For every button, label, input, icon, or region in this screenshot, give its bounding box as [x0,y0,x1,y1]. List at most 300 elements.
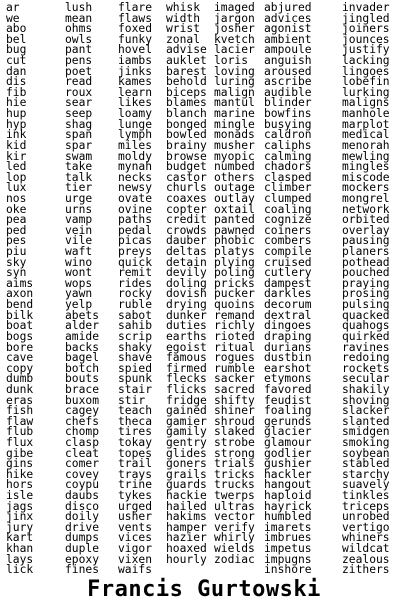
word: dumb [6,372,34,386]
word: flicks [166,382,207,396]
word: tykes [118,489,153,503]
word: rides [118,276,153,290]
word: vector [214,510,255,524]
word: sabot [118,308,153,322]
word: flub [6,425,34,439]
word: ohms [65,22,93,36]
word: whirly [214,531,255,545]
word: jags [6,499,34,513]
word: outlay [214,191,255,205]
word: musher [214,138,255,152]
word: lick [6,563,34,577]
word: lop [6,170,27,184]
word: prosing [342,287,390,301]
word: zealous [342,552,390,566]
word: scrip [118,329,153,343]
word: pea [6,213,27,227]
word: pulsing [342,298,390,312]
word: orbited [342,213,390,227]
word: dan [6,64,27,78]
word: hyp [6,117,27,131]
word: godlier [264,446,312,460]
word: calming [264,149,312,163]
word: medical [342,128,390,142]
word: lacking [342,54,390,68]
word: kart [6,531,34,545]
word: vigor [118,542,153,556]
word: hayrick [264,499,312,513]
word: drying [166,298,207,312]
word: shakily [342,382,390,396]
word: gibe [6,446,34,460]
word: anguish [264,54,312,68]
word: quacked [342,308,390,322]
word: advise [166,43,207,57]
word: ruble [118,298,153,312]
word: jury [6,520,34,534]
word: sky [6,255,27,269]
word: josher [214,22,255,36]
word: stir [118,393,146,407]
word: barest [166,64,207,78]
word: inshore [264,563,312,577]
word: hackler [264,467,312,481]
word: mingles [342,160,390,174]
word: bowled [166,128,207,142]
word-column [118,3,152,576]
word: audible [264,85,312,99]
word: joiners [342,22,390,36]
word: cognize [264,213,312,227]
word: ovine [118,202,153,216]
word: kvetch [214,32,255,46]
word: smidgen [342,425,390,439]
word: bore [6,340,34,354]
word: redoing [342,351,390,365]
word: loamy [118,107,153,121]
word: funky [118,32,153,46]
word: bonged [166,117,207,131]
word: poet [65,64,93,78]
word: grails [166,467,207,481]
word: fish [6,404,34,418]
word: menorah [342,138,390,152]
word: trays [118,467,153,481]
word: hoaxed [166,542,207,556]
word: aroused [264,64,312,78]
word: drive [65,520,100,534]
word: vamp [65,213,93,227]
word: ovate [118,191,153,205]
word: wont [65,266,93,280]
word: iambs [118,54,153,68]
word: waft [65,245,93,259]
word: impetus [264,542,312,556]
word-column [65,3,99,576]
word: coaxes [166,191,207,205]
word: jinks [118,64,153,78]
word: agonist [264,22,312,36]
word: rogues [214,351,255,365]
word: talk [65,170,93,184]
word: egoist [166,340,207,354]
word: overlay [342,223,390,237]
word: owls [65,32,93,46]
word: clumped [264,191,312,205]
word-grid [6,1,402,577]
word: ink [6,128,27,142]
word: planers [342,245,390,259]
word: vertigo [342,520,390,534]
word: rioted [214,329,255,343]
word: gamier [166,414,207,428]
word: soybean [342,446,390,460]
word: darkles [264,287,312,301]
word: browse [166,149,207,163]
word: roux [65,85,93,99]
word: oxtail [214,202,255,216]
word: fridge [166,393,207,407]
word: dunker [166,308,207,322]
word: backs [65,340,100,354]
word: jounces [342,32,390,46]
word: dovish [166,287,207,301]
word: topes [118,446,153,460]
word: mean [65,11,93,25]
word: pothead [342,255,390,269]
word: blinder [264,96,312,110]
word: span [65,128,93,142]
word: dunk [6,382,34,396]
word: dampest [264,276,312,290]
word: chefs [65,414,100,428]
word: tier [65,181,93,195]
word: others [214,170,255,184]
word: flux [6,435,34,449]
word: kames [118,75,153,89]
word: unrobed [342,510,390,524]
word: earshot [264,361,312,375]
word: myopic [214,149,255,163]
word: yelp [65,298,93,312]
word: seep [65,107,93,121]
word: tires [118,425,153,439]
word: take [65,160,93,174]
word: combers [264,234,312,248]
word: credit [166,213,207,227]
word: quoins [214,298,255,312]
word: pant [65,43,93,57]
word: sacker [214,372,255,386]
word: dumps [65,531,100,545]
word: duties [166,319,207,333]
word: remit [118,266,153,280]
word: cut [6,54,27,68]
word: mockers [342,181,390,195]
word: shave [118,351,153,365]
word: imbrues [264,531,312,545]
word: jargon [214,11,255,25]
word: trine [118,478,153,492]
word: wops [65,276,93,290]
word: deltas [166,245,207,259]
word: bouts [65,372,100,386]
word: slaked [214,425,255,439]
word: caldron [264,128,312,142]
word: led [6,160,27,174]
word: durians [264,340,312,354]
word: malign [214,85,255,99]
word: spar [65,138,93,152]
word: devily [166,266,207,280]
word: pens [65,54,93,68]
word: nos [6,191,27,205]
word: manhole [342,107,390,121]
word: coypu [65,478,100,492]
word: rocky [118,287,153,301]
word: poling [214,266,255,280]
word: humbled [264,510,312,524]
word: abjured [264,1,312,14]
word: imaged [214,1,255,14]
word: bilk [6,308,34,322]
word: stair [118,382,153,396]
word: coiners [264,223,312,237]
word: caliphs [264,138,312,152]
word: flecks [166,372,207,386]
word: duple [65,542,100,556]
word: spied [118,361,153,375]
word: urge [65,191,93,205]
word: rumble [214,361,255,375]
word: isle [6,489,34,503]
word: zonal [166,32,201,46]
word: mynah [118,160,153,174]
word: hazier [166,531,207,545]
word-column [342,3,390,576]
word: dauber [166,234,207,248]
word: gins [6,457,34,471]
word: abets [65,308,100,322]
word: dingoes [264,319,312,333]
word: clasp [65,435,100,449]
word: vile [65,234,93,248]
word: verify [214,520,255,534]
word: shag [65,117,93,131]
word: pes [6,234,27,248]
word: lux [6,181,27,195]
word: bug [6,43,27,57]
word: bagel [65,351,100,365]
word: gerunds [264,414,312,428]
word: decorum [264,298,312,312]
word: smoking [342,435,390,449]
word: vents [118,520,153,534]
word: hackie [166,489,207,503]
word: monads [214,128,255,142]
word: wildcat [342,542,390,556]
word: strong [214,446,255,460]
word: lingoes [342,64,390,78]
word: panted [214,213,255,227]
word: slacker [342,404,390,418]
word: urns [65,202,93,216]
word: foxed [118,22,153,36]
word: bel [6,32,27,46]
word: gained [166,404,207,418]
word: trucks [214,478,255,492]
word: usher [118,510,153,524]
word: castor [166,170,207,184]
word: copter [166,202,207,216]
word: copy [6,361,34,375]
word: wrist [166,22,201,36]
word: abo [6,22,27,36]
word: hangout [264,478,312,492]
word: feudist [264,393,312,407]
word: dextral [264,308,312,322]
word: tinkles [342,489,390,503]
word: imarets [264,520,312,534]
word: phobic [214,234,255,248]
word: pouched [342,266,390,280]
word: quahogs [342,319,390,333]
word: jinx [6,510,34,524]
word: piu [6,245,27,259]
word: doling [166,276,207,290]
word: chadors [264,160,312,174]
word: flare [118,1,153,14]
word: blanch [166,107,207,121]
word-column [214,3,255,565]
word: hie [6,96,27,110]
word: mantul [214,96,255,110]
word: hors [6,478,34,492]
word: preys [118,245,153,259]
word: mongrel [342,191,390,205]
word: zodiac [214,552,255,566]
word: impugns [264,552,312,566]
word: sahib [118,319,153,333]
word: bowfins [264,107,312,121]
word: pricks [214,276,255,290]
word: flaw [6,414,34,428]
word-column [166,3,207,565]
word: cleat [65,446,100,460]
word: ravines [342,340,390,354]
word: ritual [214,340,255,354]
word: sacred [214,382,255,396]
word: cutlery [264,266,312,280]
word: pawned [214,223,255,237]
word: biceps [166,85,207,99]
word: glides [166,446,207,460]
word: gamily [166,425,207,439]
word: triceps [342,499,390,513]
word: etymons [264,372,312,386]
word: pucker [214,287,255,301]
word: stabled [342,457,390,471]
word-column [264,3,312,576]
word: quirked [342,329,390,343]
word: mingle [214,117,255,131]
word: chomp [65,425,100,439]
word: ambient [264,32,312,46]
word: trail [118,457,153,471]
word: shaky [118,340,153,354]
word: haploid [264,489,312,503]
word: hamper [166,520,207,534]
word: platys [214,245,255,259]
word: trials [214,457,255,471]
word: read [65,75,93,89]
word: hike [6,467,34,481]
word: quick [118,255,153,269]
word: richly [214,319,255,333]
word: crowds [166,223,207,237]
word: ascribe [264,75,312,89]
word: dustbin [264,351,312,365]
word: ped [6,223,27,237]
word: lays [6,552,34,566]
word: wields [214,542,255,556]
word: pedal [118,223,153,237]
word: loris [214,54,249,68]
word: syn [6,266,27,280]
word: slanted [342,414,390,428]
word: fib [6,85,27,99]
word: whiners [342,531,390,545]
word: favored [264,382,312,396]
word: flaws [118,11,153,25]
word: botch [65,361,100,375]
word: kid [6,138,27,152]
word: zithers [342,563,390,577]
word: pausing [342,234,390,248]
word: theca [118,414,153,428]
word: glacier [264,425,312,439]
word: glamour [264,435,312,449]
word: cave [6,351,34,365]
word: ampoule [264,43,312,57]
word: secular [342,372,390,386]
word: aims [6,276,34,290]
word: compile [264,245,312,259]
word: brace [65,382,100,396]
word: praying [342,276,390,290]
word: cruised [264,255,312,269]
word: loving [214,64,255,78]
word: gentry [166,435,207,449]
word: suavely [342,478,390,492]
word: disco [65,499,100,513]
word: maligns [342,96,390,110]
word: miscode [342,170,390,184]
word: detain [166,255,207,269]
word: behold [166,75,207,89]
word: advices [264,11,312,25]
word: urged [118,499,153,513]
word: earths [166,329,207,343]
word: kir [6,149,27,163]
word: fines [65,563,100,577]
word: numbed [214,160,255,174]
word: hakims [166,510,207,524]
word: spunk [118,372,153,386]
word: clasped [264,170,312,184]
word: lurking [342,85,390,99]
word: swam [65,149,93,163]
